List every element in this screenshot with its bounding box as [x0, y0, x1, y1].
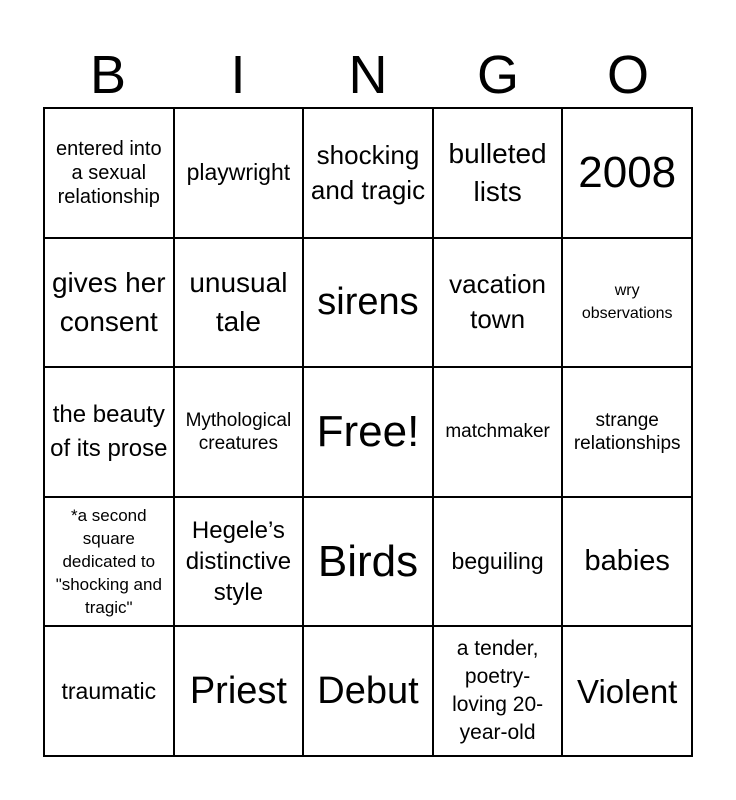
cell-text: gives her consent [51, 267, 166, 338]
bingo-cell[interactable] [44, 108, 174, 238]
bingo-cell[interactable] [174, 238, 304, 368]
bingo-cell[interactable] [174, 497, 304, 627]
cell-text: babies [584, 545, 670, 578]
cell-text: entered into a sexual relationship [55, 137, 162, 208]
cell-text: beguiling [451, 548, 544, 575]
header-letter-b: B [89, 45, 127, 105]
cell-text: playwright [186, 159, 291, 186]
cell-text: *a second square dedicated to "shocking and tragic" [55, 506, 162, 618]
header-letter-o: O [606, 45, 649, 105]
cell-text: sirens [317, 281, 419, 324]
bingo-header [43, 42, 693, 108]
cell-text: wry observations [581, 282, 673, 323]
bingo-cell[interactable] [303, 626, 433, 756]
cell-text: a tender, poetry-loving 20-year-old [452, 637, 544, 745]
header-letter-n: N [348, 45, 388, 105]
cell-text: 2008 [578, 147, 677, 197]
cell-text: unusual tale [189, 267, 288, 338]
cell-text: traumatic [61, 677, 157, 704]
bingo-cell[interactable] [433, 238, 563, 368]
cell-text: Hegele’s distinctive style [185, 517, 292, 607]
cell-text: shocking and tragic [310, 139, 426, 205]
cell-text: Debut [317, 670, 419, 713]
bingo-cell[interactable] [174, 626, 304, 756]
cell-text: vacation town [449, 269, 547, 335]
cell-text: strange relationships [573, 409, 681, 454]
bingo-cell[interactable] [44, 367, 174, 497]
bingo-cell[interactable] [174, 367, 304, 497]
bingo-cell[interactable] [562, 238, 692, 368]
bingo-cell[interactable] [44, 497, 174, 627]
cell-text: the beauty of its prose [50, 400, 168, 462]
cell-text: Free! [316, 406, 420, 456]
cell-text: Priest [189, 670, 287, 713]
bingo-cell[interactable] [562, 367, 692, 497]
header-letter-g: G [476, 45, 519, 105]
bingo-cell[interactable] [303, 108, 433, 238]
header-letter-i: I [230, 45, 246, 105]
cell-text: Mythological creatures [185, 409, 292, 454]
bingo-cell[interactable] [44, 238, 174, 368]
bingo-cell[interactable] [303, 238, 433, 368]
bingo-cell[interactable] [433, 108, 563, 238]
bingo-grid [43, 107, 693, 757]
bingo-cell[interactable] [562, 108, 692, 238]
cell-text: Violent [577, 672, 678, 710]
bingo-cell[interactable] [44, 626, 174, 756]
bingo-cell[interactable] [174, 108, 304, 238]
bingo-cell[interactable] [303, 497, 433, 627]
bingo-cell[interactable] [433, 626, 563, 756]
bingo-cell[interactable] [433, 367, 563, 497]
cell-text: matchmaker [445, 421, 550, 443]
cell-text: Birds [317, 536, 419, 586]
bingo-cell[interactable] [562, 497, 692, 627]
bingo-cell[interactable] [303, 367, 433, 497]
bingo-cell[interactable] [562, 626, 692, 756]
bingo-cell[interactable] [433, 497, 563, 627]
cell-text: bulleted lists [448, 137, 547, 207]
